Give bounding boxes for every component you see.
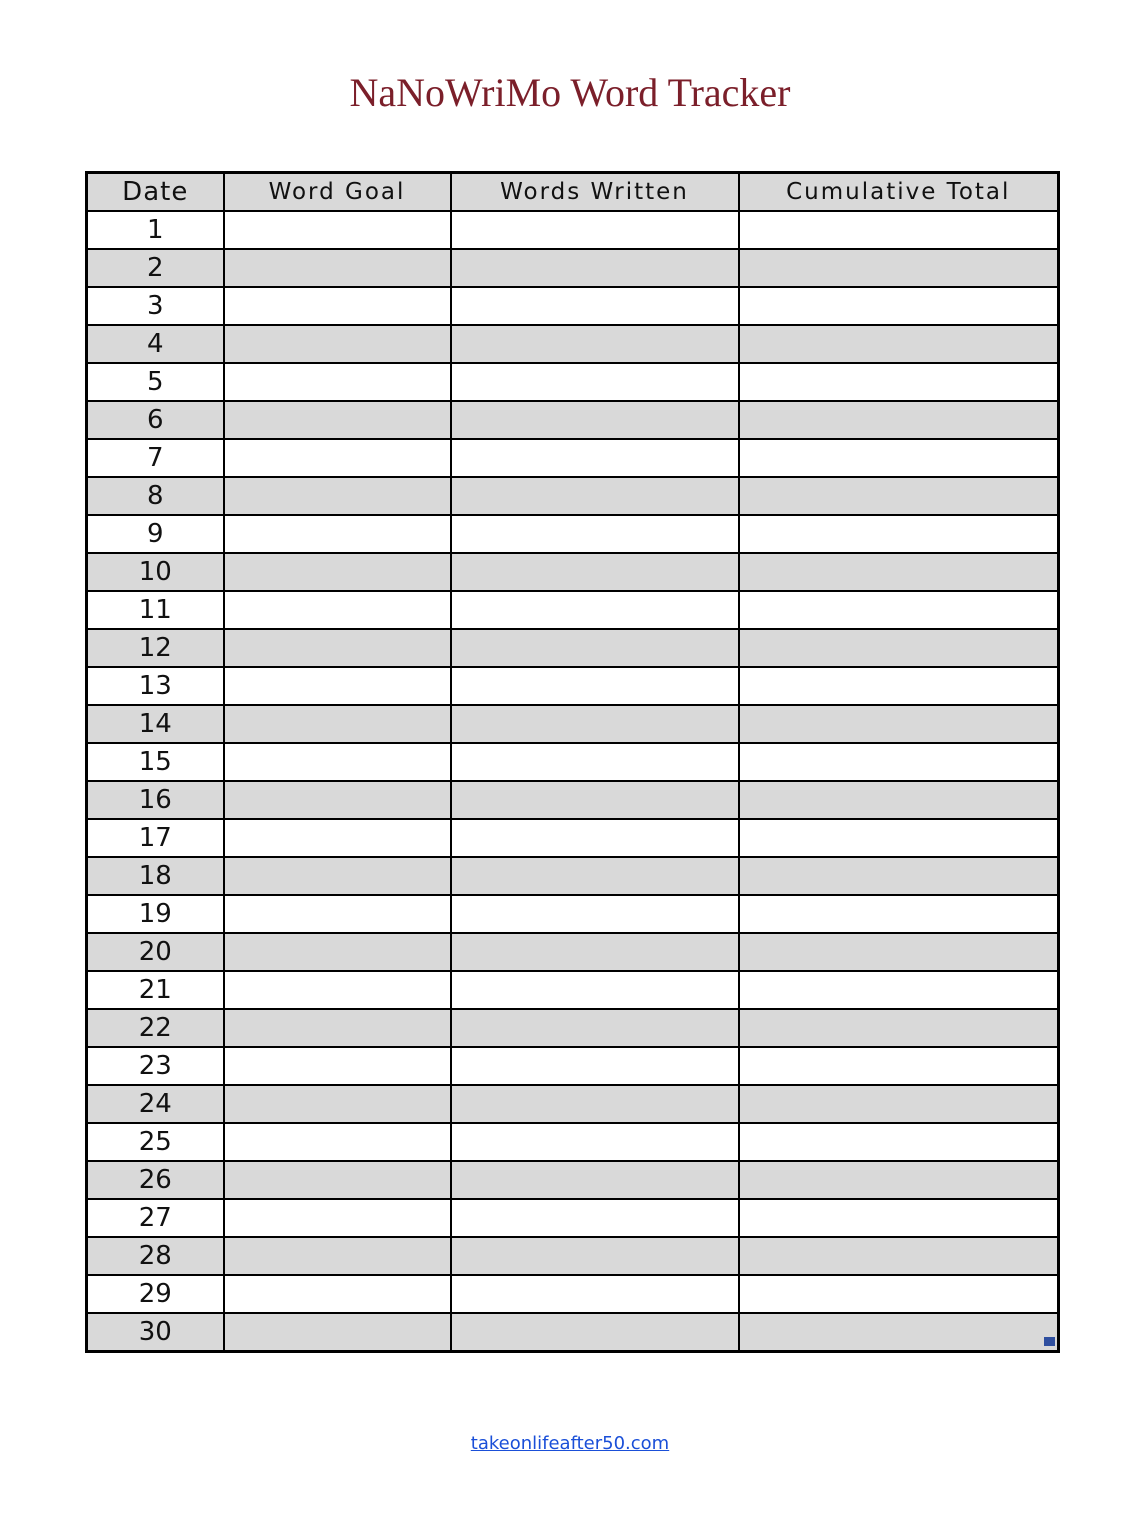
date-cell: 11 — [87, 591, 224, 629]
word-goal-cell[interactable] — [224, 1047, 451, 1085]
date-cell: 23 — [87, 1047, 224, 1085]
words-written-cell[interactable] — [451, 401, 739, 439]
table-row — [87, 781, 1059, 819]
table-row — [87, 1275, 1059, 1313]
date-cell: 6 — [87, 401, 224, 439]
cumulative-total-cell[interactable] — [739, 287, 1059, 325]
header-row — [87, 173, 1059, 212]
words-written-cell[interactable] — [451, 857, 739, 895]
cumulative-total-cell[interactable] — [739, 1237, 1059, 1275]
table-row — [87, 287, 1059, 325]
words-written-cell[interactable] — [451, 439, 739, 477]
date-cell: 16 — [87, 781, 224, 819]
words-written-cell[interactable] — [451, 1237, 739, 1275]
date-cell: 18 — [87, 857, 224, 895]
table-row — [87, 1123, 1059, 1161]
words-written-cell[interactable] — [451, 667, 739, 705]
table-row — [87, 325, 1059, 363]
word-goal-cell[interactable] — [224, 287, 451, 325]
cumulative-total-cell[interactable] — [739, 211, 1059, 249]
website-link[interactable]: takeonlifeafter50.com — [470, 1433, 670, 1454]
date-cell: 1 — [87, 211, 224, 249]
date-cell: 28 — [87, 1237, 224, 1275]
word-goal-cell[interactable] — [224, 857, 451, 895]
words-written-cell[interactable] — [451, 1047, 739, 1085]
date-cell: 22 — [87, 1009, 224, 1047]
word-goal-cell[interactable] — [224, 667, 451, 705]
table-row — [87, 971, 1059, 1009]
cumulative-total-cell[interactable] — [739, 933, 1059, 971]
date-cell: 26 — [87, 1161, 224, 1199]
words-written-cell[interactable] — [451, 1085, 739, 1123]
date-cell: 29 — [87, 1275, 224, 1313]
cumulative-total-cell[interactable] — [739, 249, 1059, 287]
date-cell: 17 — [87, 819, 224, 857]
table-row — [87, 705, 1059, 743]
column-header-date: Date — [87, 173, 224, 212]
words-written-cell[interactable] — [451, 1123, 739, 1161]
cumulative-total-cell[interactable] — [739, 439, 1059, 477]
date-cell: 4 — [87, 325, 224, 363]
word-goal-cell[interactable] — [224, 1275, 451, 1313]
cumulative-total-cell[interactable] — [739, 857, 1059, 895]
word-goal-cell[interactable] — [224, 1161, 451, 1199]
word-goal-cell[interactable] — [224, 629, 451, 667]
table-resize-handle-icon — [1044, 1337, 1055, 1346]
cumulative-total-cell[interactable] — [739, 1199, 1059, 1237]
cumulative-total-cell[interactable] — [739, 971, 1059, 1009]
cumulative-total-cell[interactable] — [739, 1123, 1059, 1161]
date-cell: 12 — [87, 629, 224, 667]
word-goal-cell[interactable] — [224, 1009, 451, 1047]
words-written-cell[interactable] — [451, 287, 739, 325]
words-written-cell[interactable] — [451, 211, 739, 249]
words-written-cell[interactable] — [451, 1009, 739, 1047]
words-written-cell[interactable] — [451, 1313, 739, 1352]
cumulative-total-cell[interactable] — [739, 895, 1059, 933]
cumulative-total-cell[interactable] — [739, 1275, 1059, 1313]
date-cell: 30 — [87, 1313, 224, 1352]
date-cell: 19 — [87, 895, 224, 933]
table-row — [87, 1085, 1059, 1123]
cumulative-total-cell[interactable] — [739, 781, 1059, 819]
table-row — [87, 857, 1059, 895]
table-row — [87, 1047, 1059, 1085]
date-cell: 3 — [87, 287, 224, 325]
table-row — [87, 1009, 1059, 1047]
word-goal-cell[interactable] — [224, 895, 451, 933]
word-goal-cell[interactable] — [224, 1123, 451, 1161]
cumulative-total-cell[interactable] — [739, 1161, 1059, 1199]
date-cell: 25 — [87, 1123, 224, 1161]
table-row — [87, 211, 1059, 249]
footer — [0, 1433, 1140, 1454]
word-goal-cell[interactable] — [224, 363, 451, 401]
words-written-cell[interactable] — [451, 743, 739, 781]
table-row — [87, 667, 1059, 705]
word-goal-cell[interactable] — [224, 515, 451, 553]
word-goal-cell[interactable] — [224, 477, 451, 515]
words-written-cell[interactable] — [451, 705, 739, 743]
word-goal-cell[interactable] — [224, 1085, 451, 1123]
words-written-cell[interactable] — [451, 477, 739, 515]
date-cell: 13 — [87, 667, 224, 705]
date-cell: 7 — [87, 439, 224, 477]
words-written-cell[interactable] — [451, 1275, 739, 1313]
words-written-cell[interactable] — [451, 591, 739, 629]
word-tracker-table — [85, 171, 1060, 1353]
table-row — [87, 1313, 1059, 1352]
cumulative-total-cell[interactable] — [739, 1085, 1059, 1123]
words-written-cell[interactable] — [451, 933, 739, 971]
table-row — [87, 249, 1059, 287]
date-cell: 2 — [87, 249, 224, 287]
table-row — [87, 401, 1059, 439]
cumulative-total-cell[interactable] — [739, 819, 1059, 857]
words-written-cell[interactable] — [451, 1199, 739, 1237]
word-goal-cell[interactable] — [224, 591, 451, 629]
words-written-cell[interactable] — [451, 819, 739, 857]
date-cell: 27 — [87, 1199, 224, 1237]
date-cell: 21 — [87, 971, 224, 1009]
column-header-cumulative-total: Cumulative Total — [739, 173, 1059, 212]
date-cell: 8 — [87, 477, 224, 515]
cumulative-total-cell[interactable] — [739, 743, 1059, 781]
cumulative-total-cell[interactable] — [739, 401, 1059, 439]
words-written-cell[interactable] — [451, 971, 739, 1009]
date-cell: 15 — [87, 743, 224, 781]
word-goal-cell[interactable] — [224, 325, 451, 363]
table-row — [87, 629, 1059, 667]
cumulative-total-cell[interactable] — [739, 515, 1059, 553]
cumulative-total-cell[interactable] — [739, 325, 1059, 363]
word-goal-cell[interactable] — [224, 1313, 451, 1352]
word-goal-cell[interactable] — [224, 819, 451, 857]
words-written-cell[interactable] — [451, 515, 739, 553]
table-row — [87, 553, 1059, 591]
word-goal-cell[interactable] — [224, 743, 451, 781]
date-cell: 14 — [87, 705, 224, 743]
words-written-cell[interactable] — [451, 363, 739, 401]
table-row — [87, 1161, 1059, 1199]
column-header-word-goal: Word Goal — [224, 173, 451, 212]
page-title: NaNoWriMo Word Tracker — [349, 70, 791, 115]
cumulative-total-cell[interactable] — [739, 705, 1059, 743]
words-written-cell[interactable] — [451, 895, 739, 933]
cumulative-total-cell[interactable] — [739, 591, 1059, 629]
word-goal-cell[interactable] — [224, 1237, 451, 1275]
cumulative-total-cell[interactable] — [739, 1009, 1059, 1047]
word-goal-cell[interactable] — [224, 249, 451, 287]
words-written-cell[interactable] — [451, 629, 739, 667]
table-row — [87, 743, 1059, 781]
table-row — [87, 515, 1059, 553]
date-cell: 5 — [87, 363, 224, 401]
tracker-rows — [87, 211, 1059, 1352]
table-row — [87, 363, 1059, 401]
word-goal-cell[interactable] — [224, 401, 451, 439]
words-written-cell[interactable] — [451, 781, 739, 819]
word-goal-cell[interactable] — [224, 971, 451, 1009]
cumulative-total-cell[interactable] — [739, 1313, 1059, 1352]
table-row — [87, 895, 1059, 933]
date-cell: 20 — [87, 933, 224, 971]
word-goal-cell[interactable] — [224, 705, 451, 743]
date-cell: 10 — [87, 553, 224, 591]
cumulative-total-cell[interactable] — [739, 477, 1059, 515]
date-cell: 9 — [87, 515, 224, 553]
cumulative-total-cell[interactable] — [739, 363, 1059, 401]
cumulative-total-cell[interactable] — [739, 629, 1059, 667]
table-row — [87, 439, 1059, 477]
table-row — [87, 1237, 1059, 1275]
word-goal-cell[interactable] — [224, 933, 451, 971]
words-written-cell[interactable] — [451, 1161, 739, 1199]
words-written-cell[interactable] — [451, 553, 739, 591]
cumulative-total-cell[interactable] — [739, 667, 1059, 705]
table-row — [87, 477, 1059, 515]
cumulative-total-cell[interactable] — [739, 553, 1059, 591]
date-cell: 24 — [87, 1085, 224, 1123]
table-row — [87, 1199, 1059, 1237]
word-goal-cell[interactable] — [224, 211, 451, 249]
table-row — [87, 933, 1059, 971]
word-goal-cell[interactable] — [224, 553, 451, 591]
words-written-cell[interactable] — [451, 325, 739, 363]
words-written-cell[interactable] — [451, 249, 739, 287]
word-goal-cell[interactable] — [224, 439, 451, 477]
column-header-words-written: Words Written — [451, 173, 739, 212]
word-goal-cell[interactable] — [224, 781, 451, 819]
cumulative-total-cell[interactable] — [739, 1047, 1059, 1085]
table-row — [87, 819, 1059, 857]
table-row — [87, 591, 1059, 629]
word-goal-cell[interactable] — [224, 1199, 451, 1237]
